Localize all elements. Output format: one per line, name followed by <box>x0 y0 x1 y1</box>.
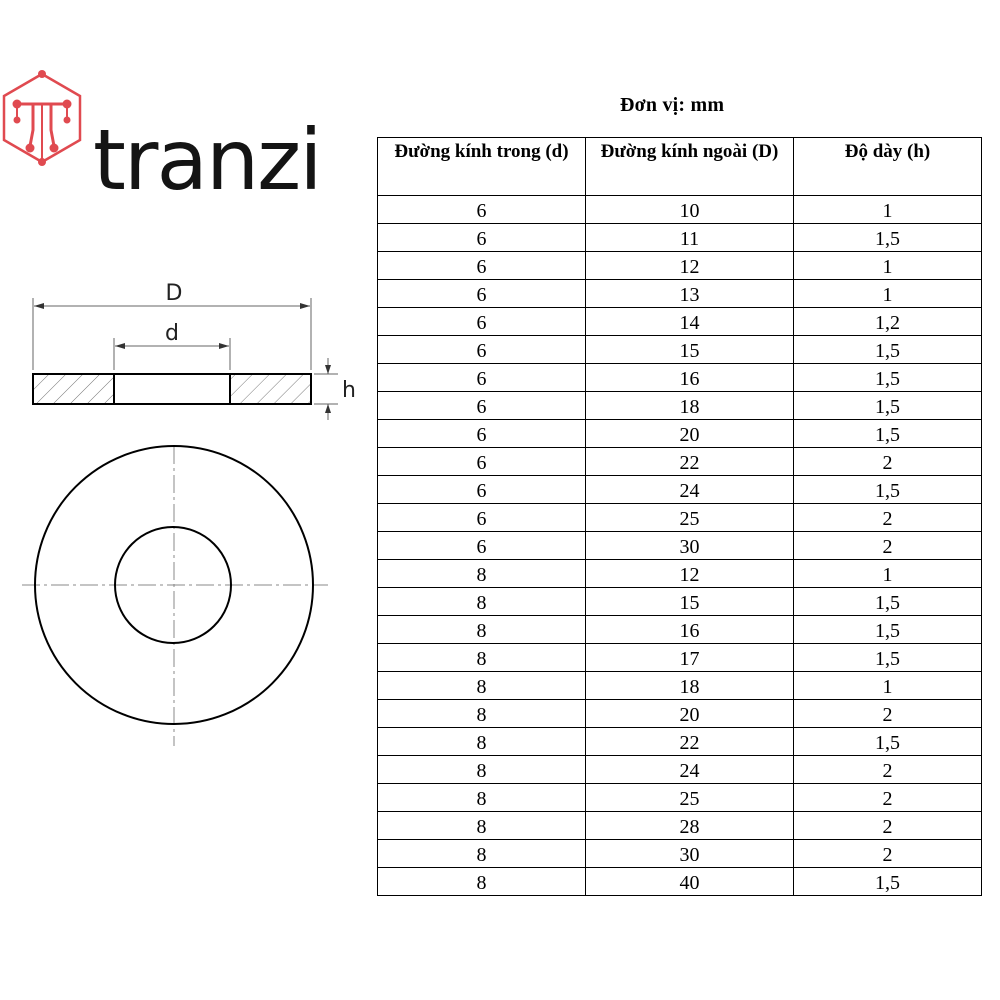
cell-inner-diameter <box>378 840 586 868</box>
cell-thickness <box>794 812 982 840</box>
cell-inner-diameter <box>378 392 586 420</box>
cell-value: 8 <box>476 704 487 726</box>
cell-inner-diameter <box>378 672 586 700</box>
cell-value: 22 <box>679 732 700 754</box>
cell-value: 16 <box>679 620 700 642</box>
cell-inner-diameter <box>378 252 586 280</box>
cell-value: 1,5 <box>875 424 900 446</box>
cell-thickness <box>794 588 982 616</box>
cell-value: 20 <box>679 704 700 726</box>
cell-inner-diameter <box>378 616 586 644</box>
cell-value: 6 <box>476 452 487 474</box>
washer-section-view <box>33 374 311 404</box>
table-row <box>378 812 982 840</box>
washer-size-table <box>377 137 982 896</box>
cell-inner-diameter <box>378 700 586 728</box>
cell-thickness <box>794 644 982 672</box>
cell-value: 20 <box>679 424 700 446</box>
header-inner-diameter: Đường kính trong (d) <box>378 138 586 196</box>
cell-outer-diameter <box>586 756 794 784</box>
cell-inner-diameter <box>378 364 586 392</box>
table-row <box>378 840 982 868</box>
cell-outer-diameter <box>586 672 794 700</box>
cell-inner-diameter <box>378 728 586 756</box>
cell-thickness <box>794 532 982 560</box>
cell-inner-diameter <box>378 336 586 364</box>
cell-value: 15 <box>679 592 700 614</box>
cell-thickness <box>794 504 982 532</box>
cell-value: 2 <box>882 536 893 558</box>
cell-value: 30 <box>679 844 700 866</box>
cell-outer-diameter <box>586 532 794 560</box>
cell-thickness <box>794 672 982 700</box>
inner-diameter-dimension <box>114 321 230 370</box>
cell-outer-diameter <box>586 252 794 280</box>
table-header-row <box>378 138 982 196</box>
table-row <box>378 532 982 560</box>
brand-logo <box>0 66 330 209</box>
cell-value: 1,5 <box>875 228 900 250</box>
thickness-label: h <box>342 378 356 403</box>
cell-value: 6 <box>476 340 487 362</box>
thickness-dimension <box>314 358 356 420</box>
table-row <box>378 252 982 280</box>
cell-outer-diameter <box>586 364 794 392</box>
table-row <box>378 756 982 784</box>
cell-value: 1 <box>882 200 893 222</box>
table-row <box>378 560 982 588</box>
cell-inner-diameter <box>378 756 586 784</box>
cell-value: 1,5 <box>875 592 900 614</box>
cell-thickness <box>794 224 982 252</box>
cell-thickness <box>794 308 982 336</box>
cell-value: 14 <box>679 312 700 334</box>
table-row <box>378 336 982 364</box>
cell-value: 6 <box>476 312 487 334</box>
cell-value: 1,5 <box>875 480 900 502</box>
cell-value: 1,5 <box>875 872 900 894</box>
table-row <box>378 588 982 616</box>
cell-inner-diameter <box>378 504 586 532</box>
cell-value: 2 <box>882 704 893 726</box>
washer-technical-drawing <box>0 270 380 760</box>
table-row <box>378 280 982 308</box>
cell-value: 8 <box>476 844 487 866</box>
cell-value: 1,2 <box>875 312 900 334</box>
cell-thickness <box>794 392 982 420</box>
cell-outer-diameter <box>586 868 794 896</box>
cell-value: 2 <box>882 508 893 530</box>
cell-outer-diameter <box>586 420 794 448</box>
header-outer-diameter: Đường kính ngoài (D) <box>586 138 794 196</box>
cell-outer-diameter <box>586 392 794 420</box>
cell-value: 30 <box>679 536 700 558</box>
cell-thickness <box>794 252 982 280</box>
table-row <box>378 476 982 504</box>
cell-value: 6 <box>476 508 487 530</box>
cell-inner-diameter <box>378 196 586 224</box>
cell-thickness <box>794 616 982 644</box>
cell-thickness <box>794 728 982 756</box>
table-row <box>378 616 982 644</box>
cell-value: 6 <box>476 200 487 222</box>
cell-value: 18 <box>679 396 700 418</box>
cell-value: 24 <box>679 480 700 502</box>
cell-value: 1,5 <box>875 340 900 362</box>
cell-inner-diameter <box>378 476 586 504</box>
cell-inner-diameter <box>378 560 586 588</box>
cell-value: 1 <box>882 256 893 278</box>
table-row <box>378 224 982 252</box>
cell-value: 28 <box>679 816 700 838</box>
outer-diameter-label: D <box>165 281 183 306</box>
cell-value: 6 <box>476 284 487 306</box>
cell-thickness <box>794 364 982 392</box>
cell-inner-diameter <box>378 280 586 308</box>
cell-inner-diameter <box>378 588 586 616</box>
cell-inner-diameter <box>378 532 586 560</box>
cell-outer-diameter <box>586 280 794 308</box>
cell-value: 13 <box>679 284 700 306</box>
brand-name: tranzi <box>93 111 321 209</box>
table-row <box>378 672 982 700</box>
cell-outer-diameter <box>586 336 794 364</box>
header-thickness: Độ dày (h) <box>794 138 982 196</box>
cell-outer-diameter <box>586 644 794 672</box>
cell-outer-diameter <box>586 196 794 224</box>
cell-outer-diameter <box>586 560 794 588</box>
table-row <box>378 364 982 392</box>
table-row <box>378 644 982 672</box>
hexagon-circuit-t-icon <box>0 66 92 176</box>
cell-value: 1,5 <box>875 648 900 670</box>
cell-value: 22 <box>679 452 700 474</box>
table-body <box>378 196 982 896</box>
cell-value: 8 <box>476 732 487 754</box>
cell-thickness <box>794 560 982 588</box>
cell-thickness <box>794 280 982 308</box>
cell-value: 1,5 <box>875 732 900 754</box>
cell-value: 6 <box>476 228 487 250</box>
cell-outer-diameter <box>586 784 794 812</box>
cell-inner-diameter <box>378 224 586 252</box>
cell-value: 2 <box>882 844 893 866</box>
cell-value: 1,5 <box>875 368 900 390</box>
cell-value: 8 <box>476 620 487 642</box>
cell-value: 6 <box>476 424 487 446</box>
cell-inner-diameter <box>378 868 586 896</box>
cell-value: 8 <box>476 816 487 838</box>
cell-value: 6 <box>476 396 487 418</box>
cell-value: 2 <box>882 760 893 782</box>
cell-value: 12 <box>679 256 700 278</box>
cell-value: 15 <box>679 340 700 362</box>
table-row <box>378 420 982 448</box>
cell-value: 6 <box>476 368 487 390</box>
table-row <box>378 504 982 532</box>
cell-outer-diameter <box>586 700 794 728</box>
cell-outer-diameter <box>586 616 794 644</box>
cell-thickness <box>794 784 982 812</box>
cell-value: 8 <box>476 676 487 698</box>
cell-value: 25 <box>679 508 700 530</box>
cell-outer-diameter <box>586 224 794 252</box>
cell-value: 8 <box>476 592 487 614</box>
cell-thickness <box>794 420 982 448</box>
table-row <box>378 392 982 420</box>
cell-value: 2 <box>882 788 893 810</box>
cell-value: 8 <box>476 872 487 894</box>
cell-outer-diameter <box>586 588 794 616</box>
table-row <box>378 448 982 476</box>
table-row <box>378 308 982 336</box>
cell-outer-diameter <box>586 448 794 476</box>
cell-value: 8 <box>476 788 487 810</box>
cell-thickness <box>794 868 982 896</box>
cell-outer-diameter <box>586 476 794 504</box>
cell-value: 17 <box>679 648 700 670</box>
cell-value: 8 <box>476 648 487 670</box>
cell-value: 1 <box>882 564 893 586</box>
cell-inner-diameter <box>378 784 586 812</box>
cell-thickness <box>794 448 982 476</box>
cell-value: 24 <box>679 760 700 782</box>
cell-inner-diameter <box>378 420 586 448</box>
cell-value: 6 <box>476 536 487 558</box>
cell-value: 25 <box>679 788 700 810</box>
cell-outer-diameter <box>586 840 794 868</box>
cell-value: 1 <box>882 284 893 306</box>
cell-thickness <box>794 336 982 364</box>
cell-inner-diameter <box>378 644 586 672</box>
cell-value: 1,5 <box>875 396 900 418</box>
cell-value: 11 <box>679 228 700 250</box>
table-row <box>378 196 982 224</box>
table-row <box>378 868 982 896</box>
table-row <box>378 784 982 812</box>
cell-outer-diameter <box>586 504 794 532</box>
cell-value: 16 <box>679 368 700 390</box>
unit-caption: Đơn vị: mm <box>620 94 725 116</box>
cell-thickness <box>794 700 982 728</box>
cell-outer-diameter <box>586 728 794 756</box>
cell-thickness <box>794 840 982 868</box>
table-row <box>378 728 982 756</box>
cell-value: 18 <box>679 676 700 698</box>
washer-plan-view <box>22 446 328 746</box>
inner-diameter-label: d <box>165 321 179 346</box>
cell-value: 8 <box>476 760 487 782</box>
cell-value: 6 <box>476 256 487 278</box>
cell-value: 8 <box>476 564 487 586</box>
cell-value: 40 <box>679 872 700 894</box>
cell-inner-diameter <box>378 448 586 476</box>
cell-outer-diameter <box>586 308 794 336</box>
cell-value: 1,5 <box>875 620 900 642</box>
cell-thickness <box>794 756 982 784</box>
cell-thickness <box>794 196 982 224</box>
cell-value: 6 <box>476 480 487 502</box>
cell-inner-diameter <box>378 308 586 336</box>
cell-thickness <box>794 476 982 504</box>
table-row <box>378 700 982 728</box>
cell-value: 10 <box>679 200 700 222</box>
cell-inner-diameter <box>378 812 586 840</box>
cell-outer-diameter <box>586 812 794 840</box>
cell-value: 2 <box>882 816 893 838</box>
cell-value: 2 <box>882 452 893 474</box>
cell-value: 12 <box>679 564 700 586</box>
cell-value: 1 <box>882 676 893 698</box>
